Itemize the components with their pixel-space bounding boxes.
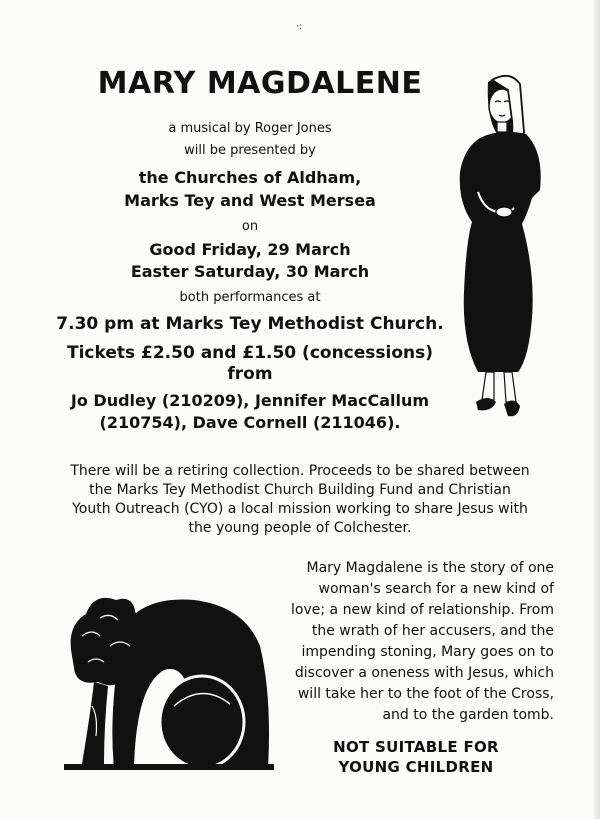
- poster-title: MARY MAGDALENE: [97, 66, 423, 101]
- collection-line-1: There will be a retiring collection. Proceeds to be shared between: [70, 463, 530, 479]
- warning-line-1: NOT SUITABLE FOR: [333, 738, 499, 756]
- tickets-line: Tickets £2.50 and £1.50 (concessions): [66, 343, 434, 363]
- both-performances-text: both performances at: [179, 290, 321, 305]
- collection-notice: [40, 462, 560, 538]
- collection-line-4: the young people of Colchester.: [188, 520, 412, 536]
- from-text: from: [227, 364, 273, 384]
- synopsis-line: Mary Magdalene is the story of one: [306, 560, 554, 576]
- date-line-2: Easter Saturday, 30 March: [130, 262, 370, 281]
- synopsis-line: will take her to the foot of the Cross,: [297, 686, 554, 702]
- woman-figure-illustration: [448, 72, 558, 428]
- page-edge-shadow: [594, 0, 600, 819]
- synopsis-line: love; a new kind of relationship. From: [291, 602, 554, 618]
- garden-tomb-illustration: [64, 586, 274, 772]
- age-warning: [300, 737, 532, 777]
- collection-line-2: the Marks Tey Methodist Church Building Fund and Christian: [89, 482, 511, 498]
- synopsis-line: the wrath of her accusers, and the: [311, 623, 554, 639]
- subtitle-line-2: will be presented by: [184, 143, 316, 158]
- synopsis-line: and to the garden tomb.: [382, 707, 554, 723]
- subtitle-line-1: a musical by Roger Jones: [168, 121, 332, 136]
- synopsis-line: impending stoning, Mary goes on to: [301, 644, 554, 660]
- presenters-line-2: Marks Tey and West Mersea: [124, 191, 376, 210]
- collection-line-3: Youth Outreach (CYO) a local mission working to share Jesus with: [72, 501, 528, 517]
- contacts-line-1: Jo Dudley (210209), Jennifer MacCallum: [70, 391, 430, 410]
- warning-line-2: YOUNG CHILDREN: [338, 758, 494, 776]
- contacts-line-2: (210754), Dave Cornell (211046).: [99, 413, 401, 432]
- synopsis-line: woman's search for a new kind of: [318, 581, 554, 597]
- on-text: on: [241, 219, 259, 234]
- synopsis-paragraph: [240, 558, 554, 726]
- presenters-line-1: the Churches of Aldham,: [138, 168, 362, 187]
- date-line-1: Good Friday, 29 March: [149, 240, 351, 259]
- synopsis-line: discover a oneness with Jesus, which: [294, 665, 554, 681]
- time-venue: 7.30 pm at Marks Tey Methodist Church.: [56, 314, 444, 334]
- speck-mark: ·:: [296, 22, 302, 32]
